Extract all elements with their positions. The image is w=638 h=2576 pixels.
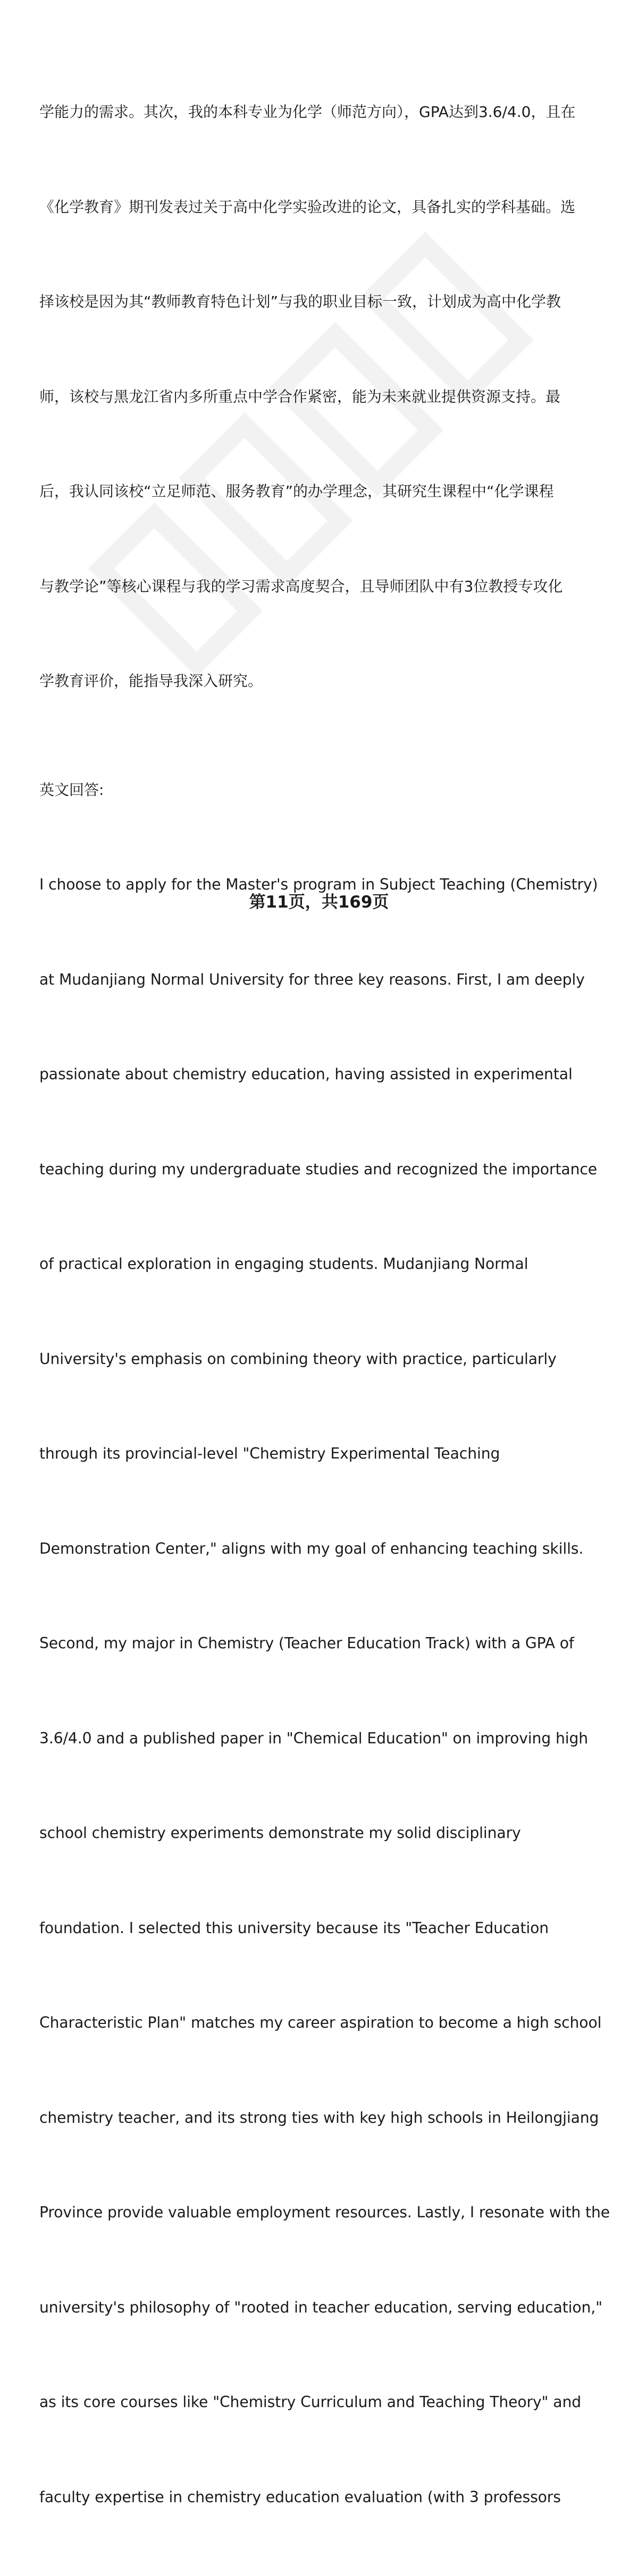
text-line: 与教学论”等核心课程与我的学习需求高度契合，且导师团队中有3位教授专攻化: [39, 577, 563, 595]
text-line: University's emphasis on combining theory with practice, particularly: [39, 1350, 557, 1368]
text-line: 后，我认同该校“立足师范、服务教育”的办学理念，其研究生课程中“化学课程: [39, 482, 554, 500]
text-line: 《化学教育》期刊发表过关于高中化学实验改进的论文，具备扎实的学科基础。选: [39, 198, 576, 216]
text-line: foundation. I selected this university because its "Teacher Education: [39, 1919, 549, 1937]
text-line: teaching during my undergraduate studies and recognized the importance: [39, 1160, 597, 1178]
text-line: as its core courses like "Chemistry Curriculum and Teaching Theory" and: [39, 2393, 582, 2411]
text-line: 学能力的需求。其次，我的本科专业为化学（师范方向），GPA达到3.6/4.0，且在: [39, 103, 576, 121]
text-line: of practical exploration in engaging students. Mudanjiang Normal: [39, 1255, 528, 1273]
text-line: Second, my major in Chemistry (Teacher Education Track) with a GPA of: [39, 1634, 574, 1652]
text-line: university's philosophy of "rooted in teacher education, serving education,": [39, 2298, 603, 2316]
text-line: 学教育评价，能指导我深入研究。: [39, 672, 263, 690]
text-line: chemistry teacher, and its strong ties with key high schools in Heilongjiang: [39, 2108, 599, 2126]
text-line: at Mudanjiang Normal University for three key reasons. First, I am deeply: [39, 970, 585, 988]
text-line: Province provide valuable employment resources. Lastly, I resonate with the: [39, 2204, 610, 2221]
chinese-answer-paragraph: [39, 33, 616, 760]
text-line: 3.6/4.0 and a published paper in "Chemical Education" on improving high: [39, 1729, 589, 1747]
english-answer-label: 英文回答:: [39, 781, 104, 799]
text-line: I choose to apply for the Master's program in Subject Teaching (Chemistry): [39, 876, 598, 893]
document-body: [39, 33, 616, 2576]
text-line: Demonstration Center," aligns with my goal of enhancing teaching skills.: [39, 1539, 584, 1557]
page-number-footer: 第11页，共169页: [249, 893, 389, 912]
text-line: Characteristic Plan" matches my career aspiration to become a high school: [39, 2014, 602, 2031]
text-line: through its provincial-level "Chemistry Experimental Teaching: [39, 1445, 500, 1462]
text-line: passionate about chemistry education, having assisted in experimental: [39, 1065, 573, 1083]
text-line: 择该校是因为其“教师教育特色计划”与我的职业目标一致，计划成为高中化学教: [39, 293, 561, 310]
text-line: faculty expertise in chemistry education evaluation (with 3 professors: [39, 2488, 561, 2506]
text-line: school chemistry experiments demonstrate my solid disciplinary: [39, 1824, 521, 1842]
text-line: 师，该校与黑龙江省内多所重点中学合作紧密，能为未来就业提供资源支持。最: [39, 387, 561, 405]
english-answer-paragraph: [39, 806, 616, 2576]
